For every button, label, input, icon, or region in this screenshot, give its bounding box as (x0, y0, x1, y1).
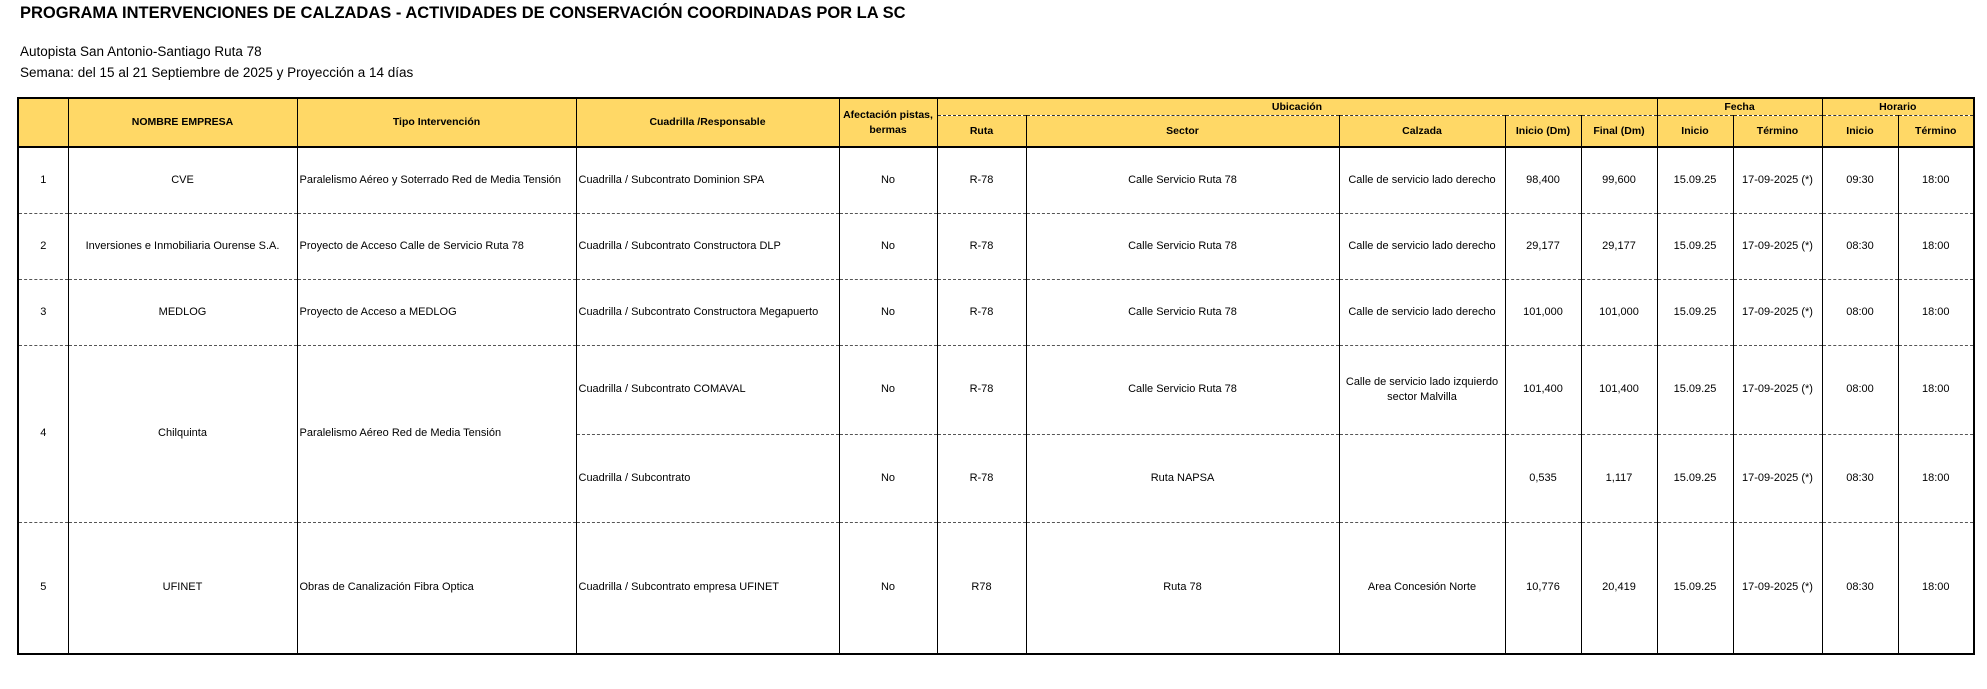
cell-empresa: MEDLOG (68, 279, 297, 345)
header-nombre-empresa: NOMBRE EMPRESA (68, 98, 297, 147)
cell-afectacion: No (839, 345, 937, 434)
cell-fecha-inicio: 15.09.25 (1657, 213, 1733, 279)
cell-fecha-termino: 17-09-2025 (*) (1733, 213, 1822, 279)
cell-calzada (1339, 434, 1505, 522)
cell-number: 1 (18, 147, 68, 213)
cell-hora-termino: 18:00 (1898, 213, 1974, 279)
cell-cuadrilla: Cuadrilla / Subcontrato (576, 434, 839, 522)
cell-tipo: Proyecto de Acceso Calle de Servicio Ruta 78 (297, 213, 576, 279)
cell-empresa: Inversiones e Inmobiliaria Ourense S.A. (68, 213, 297, 279)
cell-ruta: R-78 (937, 147, 1026, 213)
cell-empresa: CVE (68, 147, 297, 213)
cell-hora-inicio: 08:30 (1822, 434, 1898, 522)
cell-afectacion: No (839, 147, 937, 213)
cell-inicio-dm: 98,400 (1505, 147, 1581, 213)
document-subtitle-highway: Autopista San Antonio-Santiago Ruta 78 (20, 44, 262, 59)
cell-calzada: Calle de servicio lado derecho (1339, 213, 1505, 279)
cell-number: 3 (18, 279, 68, 345)
cell-final-dm: 101,400 (1581, 345, 1657, 434)
cell-sector: Calle Servicio Ruta 78 (1026, 279, 1339, 345)
table-row (18, 522, 1974, 654)
cell-final-dm: 1,117 (1581, 434, 1657, 522)
cell-fecha-inicio: 15.09.25 (1657, 522, 1733, 654)
cell-afectacion: No (839, 279, 937, 345)
cell-ruta: R-78 (937, 279, 1026, 345)
cell-inicio-dm: 101,400 (1505, 345, 1581, 434)
header-number (18, 98, 68, 147)
table-row (18, 279, 1974, 345)
cell-tipo: Paralelismo Aéreo y Soterrado Red de Media Tensión (297, 147, 576, 213)
header-fecha: Fecha (1657, 98, 1822, 116)
cell-final-dm: 29,177 (1581, 213, 1657, 279)
cell-hora-termino: 18:00 (1898, 345, 1974, 434)
cell-final-dm: 20,419 (1581, 522, 1657, 654)
cell-tipo: Paralelismo Aéreo Red de Media Tensión (297, 345, 576, 522)
cell-ruta: R78 (937, 522, 1026, 654)
cell-cuadrilla: Cuadrilla / Subcontrato Constructora DLP (576, 213, 839, 279)
cell-inicio-dm: 101,000 (1505, 279, 1581, 345)
cell-hora-inicio: 08:30 (1822, 522, 1898, 654)
header-horario-termino: Término (1898, 116, 1974, 148)
document-subtitle-week: Semana: del 15 al 21 Septiembre de 2025 y Proyección a 14 días (20, 65, 414, 80)
cell-hora-inicio: 09:30 (1822, 147, 1898, 213)
cell-fecha-inicio: 15.09.25 (1657, 279, 1733, 345)
table-row (18, 213, 1974, 279)
cell-inicio-dm: 10,776 (1505, 522, 1581, 654)
cell-number: 5 (18, 522, 68, 654)
cell-fecha-inicio: 15.09.25 (1657, 147, 1733, 213)
cell-tipo: Obras de Canalización Fibra Optica (297, 522, 576, 654)
cell-calzada: Calle de servicio lado izquierdo sector Malvilla (1339, 345, 1505, 434)
cell-sector: Ruta 78 (1026, 522, 1339, 654)
cell-empresa: UFINET (68, 522, 297, 654)
cell-hora-inicio: 08:00 (1822, 345, 1898, 434)
header-horario-inicio: Inicio (1822, 116, 1898, 148)
table-row (18, 147, 1974, 213)
cell-sector: Calle Servicio Ruta 78 (1026, 345, 1339, 434)
cell-sector: Calle Servicio Ruta 78 (1026, 147, 1339, 213)
cell-afectacion: No (839, 522, 937, 654)
cell-cuadrilla: Cuadrilla / Subcontrato Constructora Megapuerto (576, 279, 839, 345)
header-tipo-intervencion: Tipo Intervención (297, 98, 576, 147)
document-title: PROGRAMA INTERVENCIONES DE CALZADAS - ACTIVIDADES DE CONSERVACIÓN COORDINADAS POR LA SC (20, 4, 906, 22)
header-afectacion: Afectación pistas, bermas (839, 98, 937, 147)
cell-number: 2 (18, 213, 68, 279)
cell-hora-termino: 18:00 (1898, 522, 1974, 654)
cell-number: 4 (18, 345, 68, 522)
cell-ruta: R-78 (937, 434, 1026, 522)
cell-calzada: Calle de servicio lado derecho (1339, 147, 1505, 213)
header-inicio-dm: Inicio (Dm) (1505, 116, 1581, 148)
cell-tipo: Proyecto de Acceso a MEDLOG (297, 279, 576, 345)
cell-cuadrilla: Cuadrilla / Subcontrato empresa UFINET (576, 522, 839, 654)
cell-hora-inicio: 08:00 (1822, 279, 1898, 345)
cell-ruta: R-78 (937, 213, 1026, 279)
cell-calzada: Area Concesión Norte (1339, 522, 1505, 654)
cell-inicio-dm: 0,535 (1505, 434, 1581, 522)
cell-calzada: Calle de servicio lado derecho (1339, 279, 1505, 345)
cell-final-dm: 99,600 (1581, 147, 1657, 213)
cell-sector: Ruta NAPSA (1026, 434, 1339, 522)
cell-hora-termino: 18:00 (1898, 147, 1974, 213)
header-sector: Sector (1026, 116, 1339, 148)
cell-ruta: R-78 (937, 345, 1026, 434)
cell-fecha-termino: 17-09-2025 (*) (1733, 345, 1822, 434)
header-horario: Horario (1822, 98, 1974, 116)
cell-fecha-inicio: 15.09.25 (1657, 434, 1733, 522)
header-fecha-termino: Término (1733, 116, 1822, 148)
cell-cuadrilla: Cuadrilla / Subcontrato Dominion SPA (576, 147, 839, 213)
cell-afectacion: No (839, 434, 937, 522)
cell-cuadrilla: Cuadrilla / Subcontrato COMAVAL (576, 345, 839, 434)
header-ubicacion: Ubicación (937, 98, 1657, 116)
cell-inicio-dm: 29,177 (1505, 213, 1581, 279)
cell-hora-termino: 18:00 (1898, 279, 1974, 345)
table-row (18, 345, 1974, 434)
header-calzada: Calzada (1339, 116, 1505, 148)
cell-final-dm: 101,000 (1581, 279, 1657, 345)
cell-empresa: Chilquinta (68, 345, 297, 522)
cell-fecha-termino: 17-09-2025 (*) (1733, 522, 1822, 654)
header-cuadrilla: Cuadrilla /Responsable (576, 98, 839, 147)
header-ruta: Ruta (937, 116, 1026, 148)
cell-hora-inicio: 08:30 (1822, 213, 1898, 279)
cell-fecha-termino: 17-09-2025 (*) (1733, 147, 1822, 213)
header-fecha-inicio: Inicio (1657, 116, 1733, 148)
interventions-table (17, 97, 1975, 655)
cell-afectacion: No (839, 213, 937, 279)
cell-fecha-termino: 17-09-2025 (*) (1733, 279, 1822, 345)
cell-fecha-termino: 17-09-2025 (*) (1733, 434, 1822, 522)
header-final-dm: Final (Dm) (1581, 116, 1657, 148)
cell-fecha-inicio: 15.09.25 (1657, 345, 1733, 434)
cell-hora-termino: 18:00 (1898, 434, 1974, 522)
cell-sector: Calle Servicio Ruta 78 (1026, 213, 1339, 279)
